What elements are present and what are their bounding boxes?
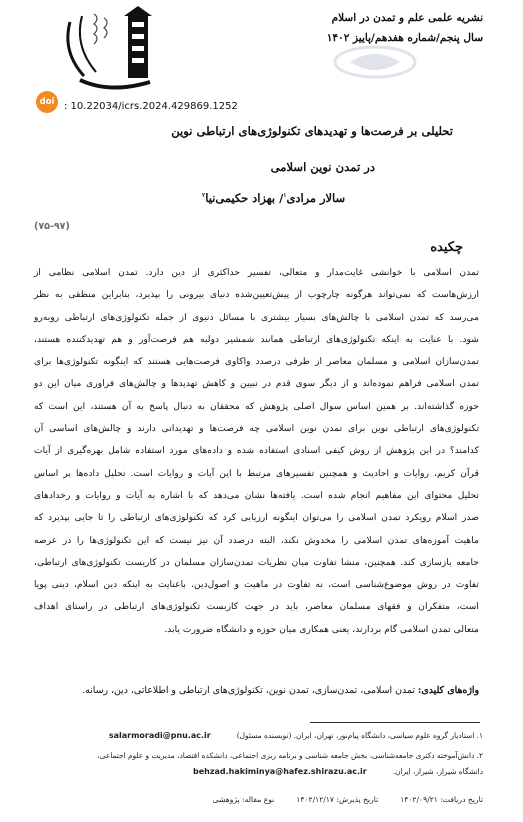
abstract-line: تمدن‌سازان اسلامی و مسلمان معاصر از طرفی درصدد واکاوی فرصت‌هایی هستند که اینگونه تکنولوژی‌ها برای bbox=[34, 356, 479, 368]
abstract-line: تکنولوژی‌های ارتباطی نوین برای تمدن نوین اسلامی چه فرصت‌ها و تهدیداتی دارند و چالش‌های اساسی آن bbox=[34, 423, 479, 435]
accepted-date: تاریخ پذیرش: ۱۴۰۲/۱۲/۱۷ bbox=[296, 795, 379, 804]
author-1-mark: ۱ bbox=[283, 192, 287, 200]
abstract-body bbox=[34, 262, 479, 641]
article-title-line1: تحلیلی بر فرصت‌ها و تهدیدهای تکنولوژی‌های ارتباطی نوین bbox=[171, 124, 453, 138]
abstract-line: تفاوت در روش موضوع‌شناسی است، نه تفاوت در ماهیت و اصول‌دین. باعنایت به اینکه دین اسلام، دینی پویا bbox=[34, 579, 479, 591]
abstract-line: متعالی تمدن اسلامی گام بردارند، یعنی همکاری میان حوزه و دانشگاه ضرورت یابد. bbox=[164, 623, 479, 635]
footnote-divider bbox=[310, 722, 480, 723]
article-dates bbox=[191, 795, 483, 804]
article-authors bbox=[202, 191, 345, 205]
journal-issue: سال پنجم/شماره هفدهم/پاییز ۱۴۰۲ bbox=[326, 32, 483, 44]
watermark-seal bbox=[330, 44, 420, 80]
abstract-line: تحلیل محتوای این مفاهیم انجام شده است. یافته‌ها نشان می‌دهد که با اشاره به آیات و روایات و رخدادهای bbox=[34, 489, 479, 501]
footnote-2: ۲. دانش‌آموخته دکتری جامعه‌شناسی، بخش جامعه شناسی و برنامه ریزی اجتماعی، دانشکده اقتصاد، مدیریت و علوم اجتماعی، bbox=[97, 751, 483, 760]
abstract-line: شود. با عنایت به اینکه تکنولوژی‌های ارتباطی همانند شمشیر دولبه هم فرصت‌آور و هم تهدیدکننده هستند، bbox=[34, 333, 479, 345]
abstract-line: می‌رسد که تمدن اسلامی با چالش‌های بسیار بیشتری با مسائل دنیوی از جمله تکنولوژی‌های ارتباطی روبه‌رو bbox=[34, 311, 479, 323]
received-date: تاریخ دریافت: ۱۴۰۲/۰۹/۲۱ bbox=[400, 795, 483, 804]
footnote-1-text: ۱. استادیار گروه علوم سیاسی، دانشگاه پیام‌نور، تهران، ایران. (نویسنده مسئول) bbox=[236, 731, 483, 740]
abstract-line: صدر اسلام رویکرد تمدن اسلامی را می‌توان اینگونه ارزیابی کرد که تکنولوژی‌های ارتباطی را تا جایی بپذیرد که bbox=[34, 512, 479, 524]
doi-link[interactable]: : 10.22034/icrs.2024.429869.1252 bbox=[64, 101, 238, 112]
journal-name: نشریه علمی علم و تمدن در اسلام bbox=[331, 12, 483, 24]
abstract-line: است، متفکران و فقهای مسلمان معاصر، باید در جهت کاربست تکنولوژی‌های ارتباطی در راستای اهداف bbox=[34, 601, 479, 613]
footnote-2-affiliation: دانشگاه شیراز، شیراز، ایران. bbox=[392, 767, 483, 776]
author-2-mark: ۲ bbox=[202, 192, 206, 200]
page-range: (۷۵-۹۷) bbox=[34, 221, 70, 232]
keywords-label: واژه‌های کلیدی: bbox=[417, 685, 479, 696]
journal-logo bbox=[50, 2, 170, 92]
journal-header bbox=[283, 10, 483, 46]
author-2: / بهزاد حکیمی‌نیا bbox=[205, 191, 284, 205]
footnote-1 bbox=[109, 730, 483, 742]
abstract-line: تمدن اسلامی با خوانشی غایت‌مدار و متعالی، تفسیر حداکثری از دین دارد. تمدن اسلامی نظامی از bbox=[34, 267, 479, 278]
abstract-line: کدامند؟ در این پژوهش از روش کیفی اسنادی استفاده شده و داده‌های مورد استفاده شامل بهرەگیری از آیات bbox=[34, 445, 479, 457]
abstract-heading: چکیده bbox=[430, 240, 463, 255]
author-2-email[interactable]: behzad.hakiminya@hafez.shirazu.ac.ir bbox=[192, 767, 367, 776]
abstract-line: جامعه بازسازی کند. همچنین، منشا تفاوت میان نظریات تمدن‌سازان مسلمان در کاربست تکنولوژی‌های ارتباطی، bbox=[34, 556, 479, 568]
keywords-text: تمدن اسلامی، تمدن‌سازی، تمدن نوین، تکنولوژی‌های ارتباطی و اطلاعاتی، دین، رسانه. bbox=[82, 685, 418, 696]
article-type: نوع مقاله: پژوهشی bbox=[212, 795, 275, 804]
abstract-line: ماهیت آموزه‌های تمدن اسلامی را مخدوش نکند، البته درصدد آن نیز نیست که این تکنولوژی‌ها را در عرصه bbox=[34, 534, 479, 546]
article-title-line2: در تمدن نوین اسلامی bbox=[270, 160, 375, 174]
doi-icon: doi bbox=[36, 91, 58, 113]
abstract-line: حوزه گذاشته‌اند. بر همین اساس سوال اصلی پژوهش که محققان به دنبال پاسخ به آن هستند، این است که bbox=[34, 400, 479, 412]
author-1-email[interactable]: salarmoradi@pnu.ac.ir bbox=[108, 731, 211, 740]
abstract-line: تمدن اسلامی فراهم نموده‌اند و از دیگر سوی قدم در تبیین و کاهش تهدیدها و چالش‌های فراوری میان این دو bbox=[34, 378, 479, 390]
keywords bbox=[82, 685, 479, 696]
footnote-2-cont bbox=[193, 766, 483, 778]
author-1: سالار مرادی bbox=[286, 191, 345, 205]
abstract-line: قرآن کریم، روایات و احادیث و همچنین تفسیرهای مرتبط با این آیات و روایات است. تحلیل داده‌ها بر اساس bbox=[34, 467, 479, 479]
abstract-line: ارزش‌هاست که نمی‌تواند هرگونه چارچوب از پیش‌تعیین‌شده دنیای بیرونی را بپذیرد، بنابراین منطقی به نظر bbox=[34, 289, 479, 301]
